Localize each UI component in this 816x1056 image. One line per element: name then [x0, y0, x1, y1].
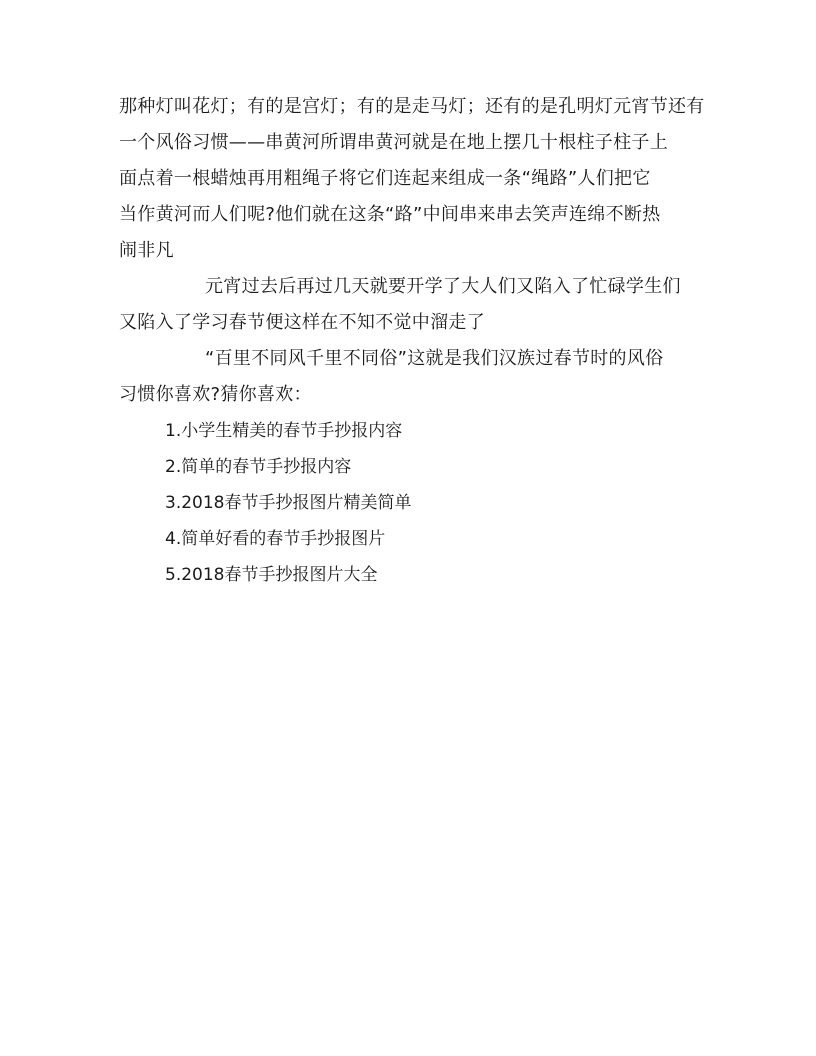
related-article-link[interactable]: 3.2018春节手抄报图片精美简单	[165, 493, 412, 513]
related-articles-list	[119, 413, 697, 593]
document-page	[119, 89, 705, 593]
related-article-link[interactable]: 5.2018春节手抄报图片大全	[165, 565, 378, 585]
text-line: 当作黄河而人们呢?他们就在这条“路”中间串来串去笑声连绵不断热	[119, 204, 661, 225]
text-line: 面点着一根蜡烛再用粗绳子将它们连起来组成一条“绳路”人们把它	[119, 168, 651, 189]
text-line: 又陷入了学习春节便这样在不知不觉中溜走了	[119, 312, 485, 333]
text-line: 习惯你喜欢?猜你喜欢：	[119, 384, 312, 405]
related-article-link[interactable]: 2.简单的春节手抄报内容	[165, 457, 352, 477]
paragraph-closing	[119, 341, 697, 413]
related-article-link[interactable]: 1.小学生精美的春节手抄报内容	[165, 421, 403, 441]
paragraph-after-lantern-festival	[119, 269, 697, 341]
text-line: “百里不同风千里不同俗”这就是我们汉族过春节时的风俗	[205, 348, 664, 369]
related-article-link[interactable]: 4.简单好看的春节手抄报图片	[165, 529, 386, 549]
text-line: 元宵过去后再过几天就要开学了大人们又陷入了忙碌学生们	[205, 276, 681, 297]
text-line: 那种灯叫花灯；有的是宫灯；有的是走马灯；还有的是孔明灯元宵节还有	[119, 96, 705, 117]
paragraph-lantern-custom	[119, 89, 705, 269]
text-line: 闹非凡	[119, 240, 174, 261]
text-line: 一个风俗习惯——串黄河所谓串黄河就是在地上摆几十根柱子柱子上	[119, 132, 668, 153]
